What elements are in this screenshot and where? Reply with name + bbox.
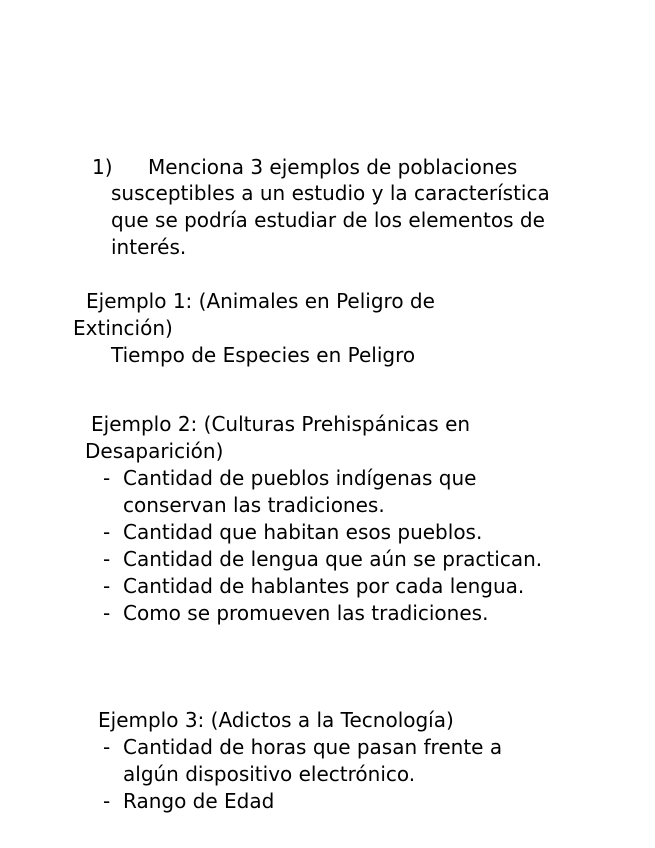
example-1-clipped-region — [0, 340, 655, 367]
bullet-dash: - — [103, 520, 111, 544]
bullet-dash: - — [103, 574, 111, 598]
example-3-title: Ejemplo 3: (Adictos a la Tecnología) — [98, 708, 454, 732]
list-item: Cantidad de lengua que aún se practican. — [123, 547, 543, 571]
bullet-dash: - — [103, 789, 111, 813]
question-number: 1) — [92, 155, 113, 179]
example-3-clipped-region — [0, 786, 655, 813]
list-item: Como se promueven las tradiciones. — [123, 601, 489, 625]
list-item: Cantidad de hablantes por cada lengua. — [123, 574, 525, 598]
list-item-continued: conservan las tradiciones. — [123, 493, 385, 517]
list-item: Cantidad de pueblos indígenas que — [123, 466, 477, 490]
list-item-continued: algún dispositivo electrónico. — [123, 762, 416, 786]
example-1-title-continued: Extinción) — [73, 316, 173, 340]
example-2-title: Ejemplo 2: (Culturas Prehispánicas en — [91, 412, 471, 436]
example-1-title: Ejemplo 1: (Animales en Peligro de — [86, 289, 435, 313]
example-2-title-continued: Desaparición) — [85, 439, 224, 463]
bullet-dash: - — [103, 735, 111, 759]
bullet-dash: - — [103, 547, 111, 571]
question-line: que se podría estudiar de los elementos de — [111, 208, 545, 232]
list-item: Cantidad de horas que pasan frente a — [123, 735, 503, 759]
bullet-dash: - — [103, 466, 111, 490]
example-1-clipped-item: Tiempo de Especies en Peligro — [111, 343, 416, 367]
example-3-clipped-item: Rango de Edad — [123, 789, 275, 813]
question-line: interés. — [111, 235, 187, 259]
question-line: susceptibles a un estudio y la característica — [111, 181, 550, 205]
question-line: Menciona 3 ejemplos de poblaciones — [148, 155, 518, 179]
bullet-dash: - — [103, 601, 111, 625]
list-item: Cantidad que habitan esos pueblos. — [123, 520, 483, 544]
